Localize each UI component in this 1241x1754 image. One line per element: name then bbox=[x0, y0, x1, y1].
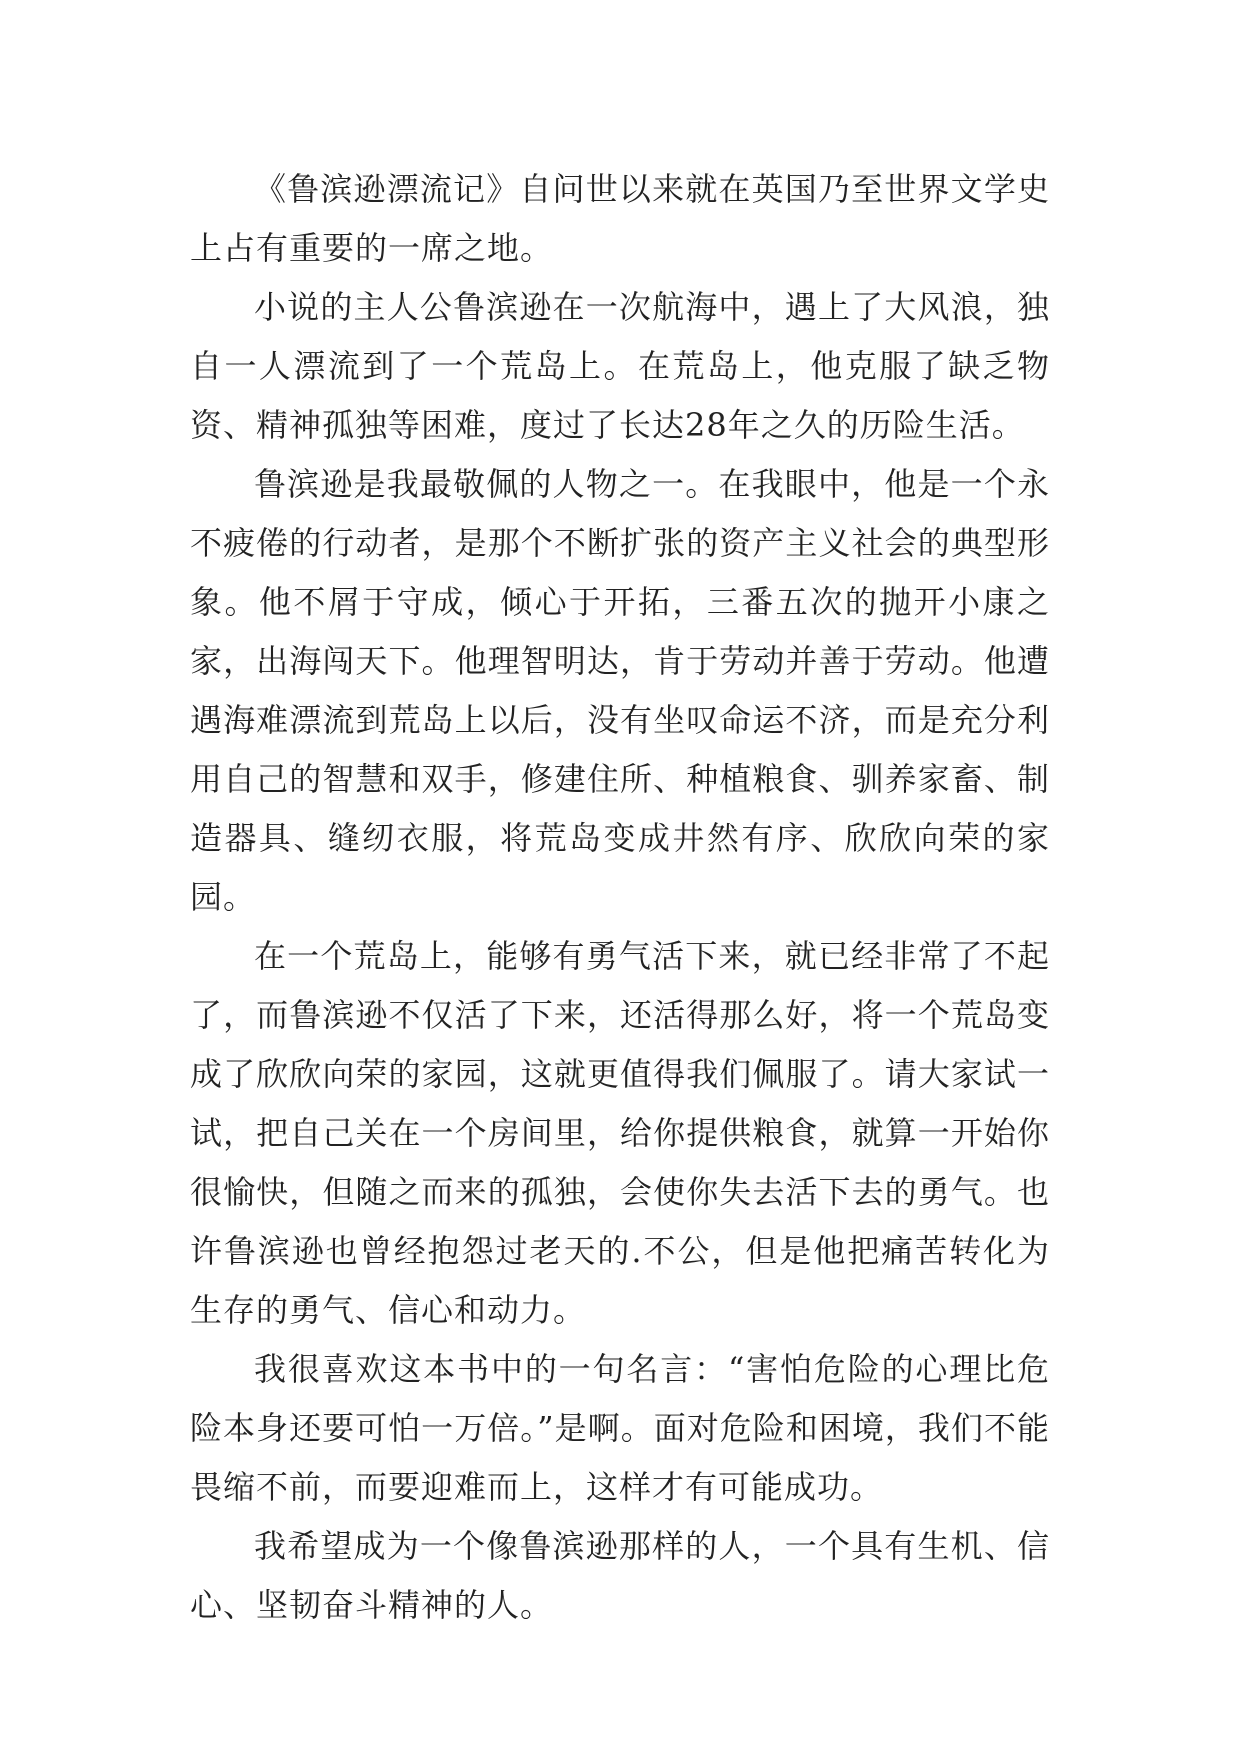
paragraph-survival-courage: 在一个荒岛上，能够有勇气活下来，就已经非常了不起了，而鲁滨逊不仅活了下来，还活得那么好，将一个荒岛变成了欣欣向荣的家园，这就更值得我们佩服了。请大家试一试，把自己关在一个房间里，给你提供粮食，就算一开始你很愉快，但随之而来的孤独，会使你失去活下去的勇气。也许鲁滨逊也曾经抱怨过老天的.不公，但是他把痛苦转化为生存的勇气、信心和动力。 bbox=[190, 937, 1050, 1329]
paragraph-conclusion: 我希望成为一个像鲁滨逊那样的人，一个具有生机、信心、坚韧奋斗精神的人。 bbox=[190, 1527, 1050, 1624]
paragraph-favorite-quote: 我很喜欢这本书中的一句名言：“害怕危险的心理比危险本身还要可怕一万倍。”是啊。面对危险和困境，我们不能畏缩不前，而要迎难而上，这样才有可能成功。 bbox=[190, 1350, 1050, 1506]
essay-body bbox=[190, 160, 1050, 1635]
paragraph-intro: 《鲁滨逊漂流记》自问世以来就在英国乃至世界文学史上占有重要的一席之地。 bbox=[190, 170, 1050, 267]
paragraph-character-admiration: 鲁滨逊是我最敬佩的人物之一。在我眼中，他是一个永不疲倦的行动者，是那个不断扩张的资产主义社会的典型形象。他不屑于守成，倾心于开拓，三番五次的抛开小康之家，出海闯天下。他理智明达，肯于劳动并善于劳动。他遭遇海难漂流到荒岛上以后，没有坐叹命运不济，而是充分利用自己的智慧和双手，修建住所、种植粮食、驯养家畜、制造器具、缝纫衣服，将荒岛变成井然有序、欣欣向荣的家园。 bbox=[190, 465, 1050, 916]
paragraph-plot-summary: 小说的主人公鲁滨逊在一次航海中，遇上了大风浪，独自一人漂流到了一个荒岛上。在荒岛上，他克服了缺乏物资、精神孤独等困难，度过了长达28年之久的历险生活。 bbox=[190, 288, 1050, 444]
